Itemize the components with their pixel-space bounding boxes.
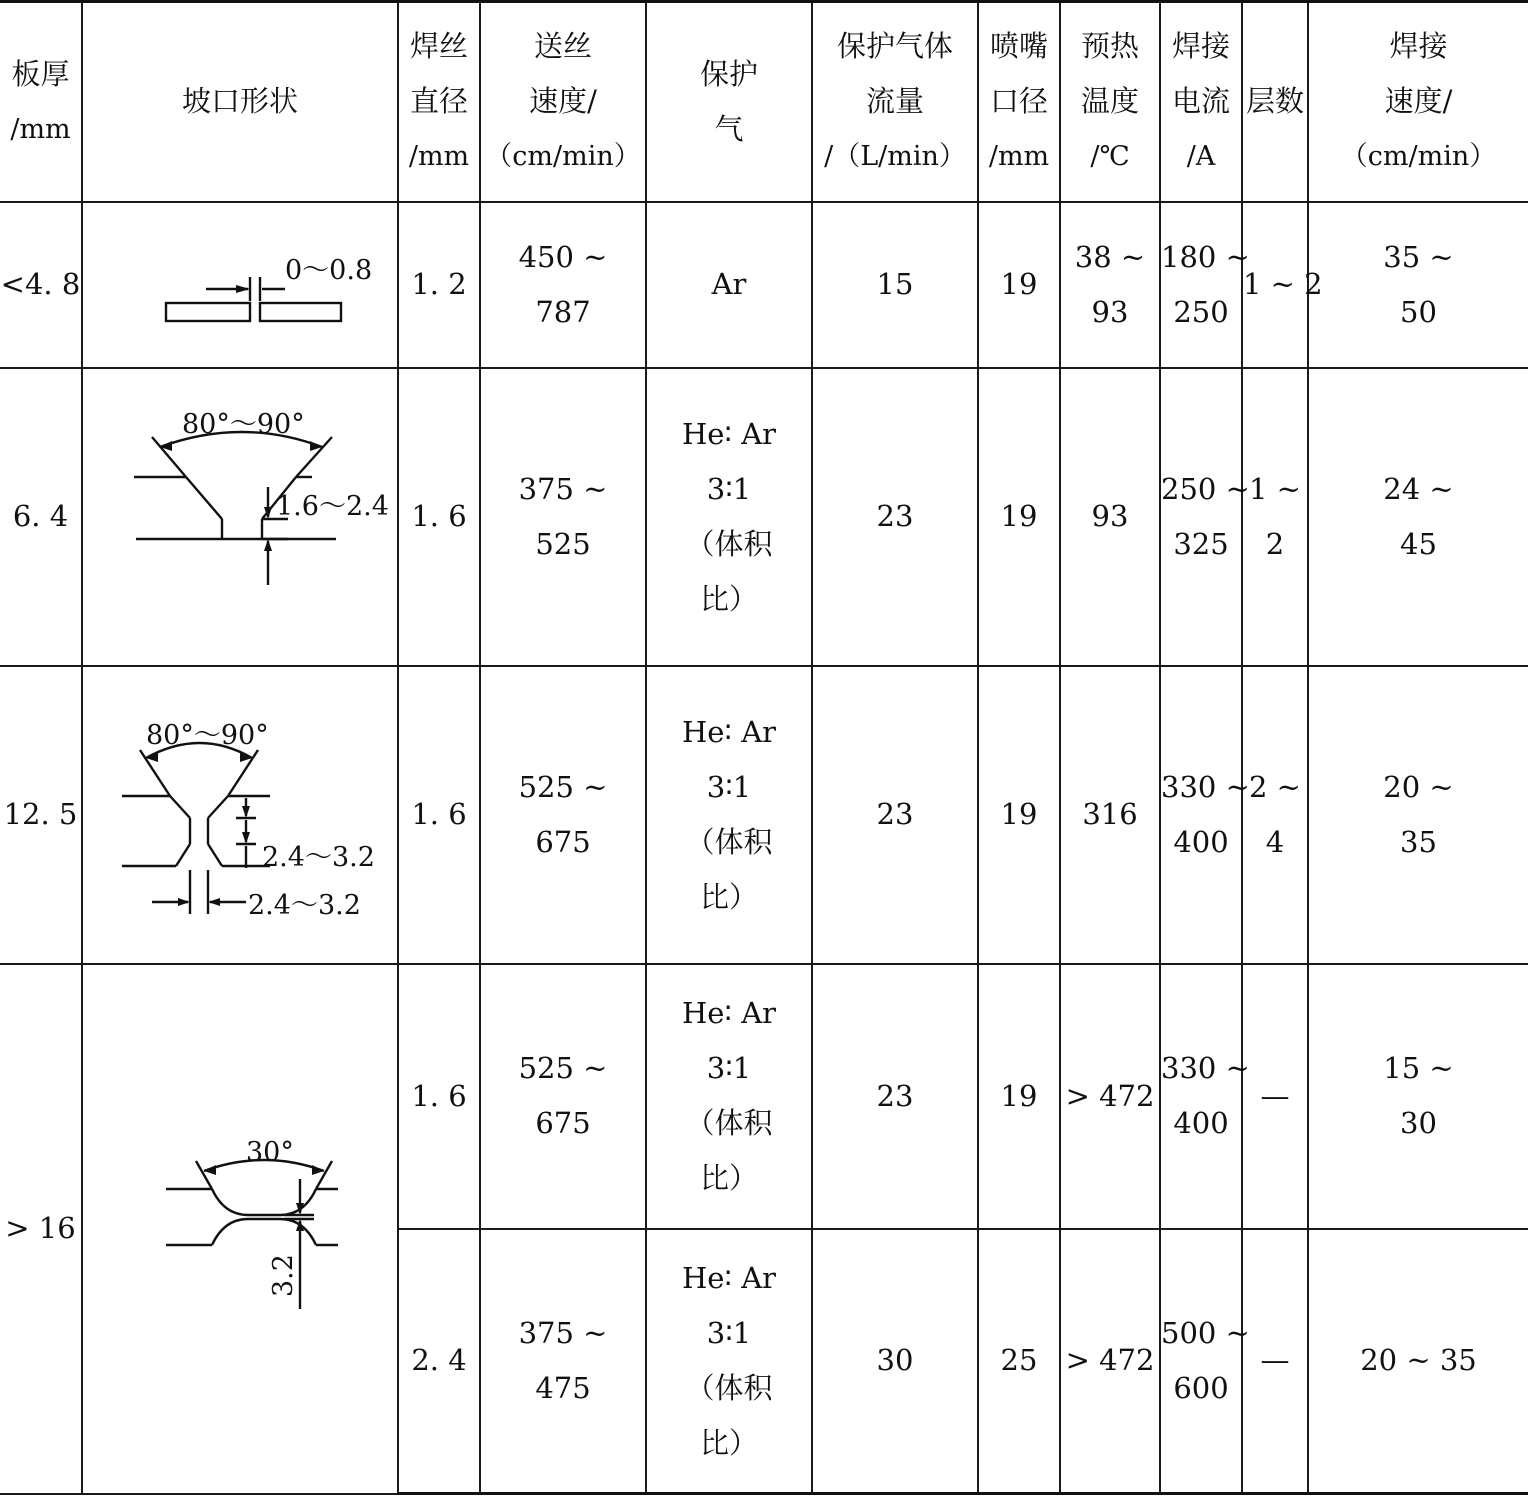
- cell-layers: —: [1242, 1229, 1308, 1494]
- cell-gas: He∶ Ar 3∶1 （体积 比）: [646, 368, 812, 666]
- cell-flow: 23: [812, 666, 978, 964]
- header-row: [0, 2, 1528, 202]
- cell-preheat: > 472: [1060, 1229, 1160, 1494]
- cell-layers: 1 ~ 2: [1242, 368, 1308, 666]
- cell-thickness: 12. 5: [0, 666, 82, 964]
- square-butt-groove-drawing: [110, 235, 373, 335]
- cell-layers: 2 ~ 4: [1242, 666, 1308, 964]
- cell-flow: 23: [812, 368, 978, 666]
- groove-diagram-v: [82, 368, 398, 666]
- cell-weld-speed: 20 ~ 35: [1308, 666, 1528, 964]
- cell-thickness: <4. 8: [0, 202, 82, 368]
- cell-current: 250 ~ 325: [1160, 368, 1242, 666]
- cell-current: 180 ~ 250: [1160, 202, 1242, 368]
- cell-layers: —: [1242, 964, 1308, 1229]
- cell-current: 500 ~ 600: [1160, 1229, 1242, 1494]
- table-row: [0, 368, 1528, 666]
- header-groove-shape: 坡口形状: [82, 2, 398, 202]
- header-wire-diameter: 焊丝 直径 /mm: [398, 2, 480, 202]
- double-v-groove-drawing: [100, 700, 380, 930]
- table-row: [0, 964, 1528, 1229]
- cell-flow: 30: [812, 1229, 978, 1494]
- header-weld-speed: 焊接 速度/ （cm/min）: [1308, 2, 1528, 202]
- cell-weld-speed: 35 ~ 50: [1308, 202, 1528, 368]
- cell-wire: 1. 6: [398, 964, 480, 1229]
- cell-feed-speed: 525 ~ 675: [480, 666, 646, 964]
- cell-wire: 1. 6: [398, 368, 480, 666]
- header-thickness: 板厚 /mm: [0, 2, 82, 202]
- groove-diagram-u: [82, 964, 398, 1494]
- root-face-label: 1.6～2.4: [276, 490, 389, 522]
- cell-layers: 1 ~ 2: [1242, 202, 1308, 368]
- header-preheat: 预热 温度 /℃: [1060, 2, 1160, 202]
- cell-preheat: 93: [1060, 368, 1160, 666]
- cell-preheat: 38 ~ 93: [1060, 202, 1160, 368]
- cell-weld-speed: 20 ~ 35: [1308, 1229, 1528, 1494]
- cell-gas: He∶ Ar 3∶1 （体积 比）: [646, 1229, 812, 1494]
- cell-feed-speed: 375 ~ 475: [480, 1229, 646, 1494]
- cell-current: 330 ~ 400: [1160, 964, 1242, 1229]
- root-gap-label: 2.4～3.2: [248, 889, 361, 921]
- cell-feed-speed: 525 ~ 675: [480, 964, 646, 1229]
- cell-flow: 23: [812, 964, 978, 1229]
- cell-flow: 15: [812, 202, 978, 368]
- cell-nozzle: 19: [978, 202, 1060, 368]
- cell-nozzle: 19: [978, 666, 1060, 964]
- cell-thickness: 6. 4: [0, 368, 82, 666]
- cell-gas: He∶ Ar 3∶1 （体积 比）: [646, 964, 812, 1229]
- angle-label: 30°: [246, 1136, 294, 1168]
- cell-nozzle: 19: [978, 368, 1060, 666]
- cell-weld-speed: 24 ~ 45: [1308, 368, 1528, 666]
- cell-gas: He∶ Ar 3∶1 （体积 比）: [646, 666, 812, 964]
- angle-label: 80°～90°: [146, 719, 269, 751]
- cell-wire: 1. 6: [398, 666, 480, 964]
- angle-label: 80°～90°: [182, 408, 305, 440]
- root-face-label: 2.4～3.2: [262, 841, 375, 873]
- cell-weld-speed: 15 ~ 30: [1308, 964, 1528, 1229]
- cell-gas: Ar: [646, 202, 812, 368]
- cell-preheat: 316: [1060, 666, 1160, 964]
- cell-feed-speed: 450 ~ 787: [480, 202, 646, 368]
- cell-current: 330 ~ 400: [1160, 666, 1242, 964]
- table-row: [0, 202, 1528, 368]
- gap-dimension-label: 0～0.8: [285, 254, 373, 286]
- root-dimension-label: 3.2: [268, 1253, 299, 1297]
- header-feed-speed: 送丝 速度/ （cm/min）: [480, 2, 646, 202]
- cell-nozzle: 19: [978, 964, 1060, 1229]
- cell-wire: 1. 2: [398, 202, 480, 368]
- v-groove-drawing: [100, 408, 389, 617]
- double-u-groove-drawing: [100, 1119, 380, 1339]
- header-gas-flow: 保护气体 流量 /（L/min）: [812, 2, 978, 202]
- groove-diagram-square: [82, 202, 398, 368]
- cell-wire: 2. 4: [398, 1229, 480, 1494]
- cell-thickness: > 16: [0, 964, 82, 1494]
- header-current: 焊接 电流 /A: [1160, 2, 1242, 202]
- table-row: [0, 666, 1528, 964]
- cell-nozzle: 25: [978, 1229, 1060, 1494]
- cell-preheat: > 472: [1060, 964, 1160, 1229]
- groove-diagram-double-v: [82, 666, 398, 964]
- cell-feed-speed: 375 ~ 525: [480, 368, 646, 666]
- header-shielding-gas: 保护 气: [646, 2, 812, 202]
- header-nozzle: 喷嘴 口径 /mm: [978, 2, 1060, 202]
- header-layers: 层数: [1242, 2, 1308, 202]
